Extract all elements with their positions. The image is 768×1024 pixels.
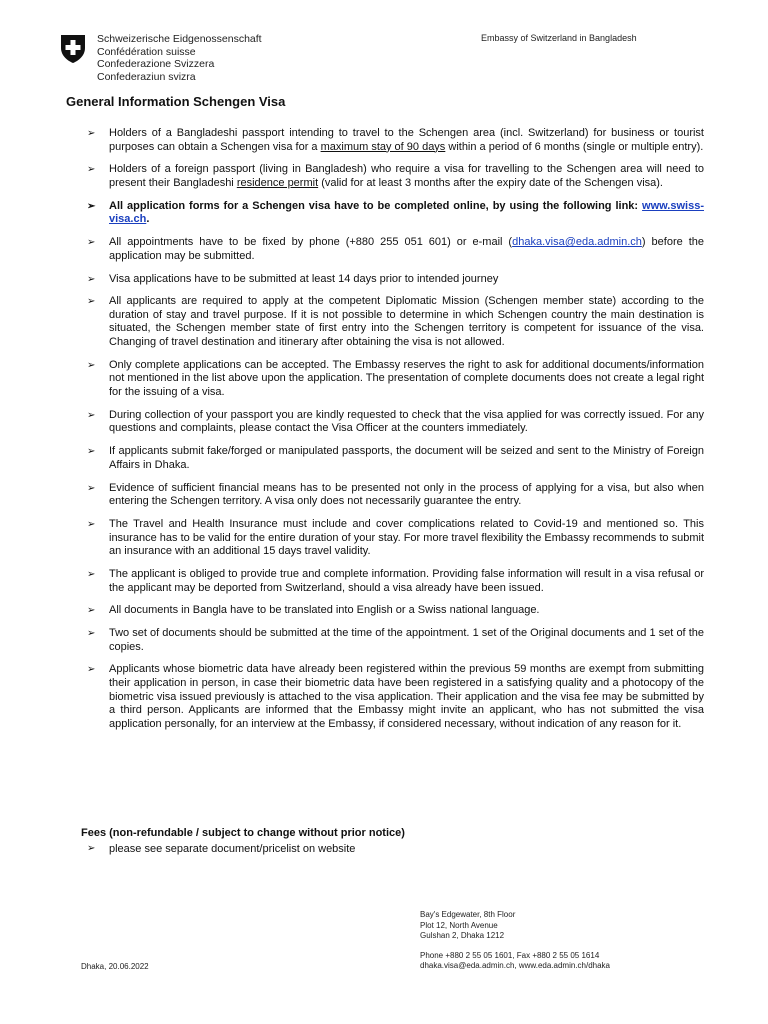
arrow-bullet-icon: ➢ [87,482,96,494]
arrow-bullet-icon: ➢ [87,200,96,212]
arrow-bullet-icon: ➢ [87,359,96,371]
list-item: ➢ All application forms for a Schengen visa have to be completed online, by using the following link: www.swiss-visa.ch. [87,199,704,226]
info-list [87,127,704,741]
list-item: ➢ If applicants submit fake/forged or manipulated passports, the document will be seized and sent to the Ministry of Foreign Affairs in Dhaka. [87,445,704,471]
visa-email-link[interactable]: dhaka.visa@eda.admin.ch [512,236,642,249]
list-item: ➢ Evidence of sufficient financial means has to be presented not only in the process of applying for a visa, but also when entering the Schengen territory. A visa only does not necessarily guarantee the entry. [87,481,704,508]
list-item: ➢ The applicant is obliged to provide true and complete information. Providing false information will result in a visa refusal or the applicant may be deported from Switzerland, should a visa already have been issued. [87,567,704,594]
arrow-bullet-icon: ➢ [87,568,96,580]
arrow-bullet-icon: ➢ [87,518,96,530]
list-item: ➢ All applicants are required to apply at the competent Diplomatic Mission (Schengen member state) according to the duration of stay and travel purpose. If it is not possible to determine in which Schengen country the main destination is situated, the Schengen member state of first entry into the Schengen territory is competent for issuance of the visa. Changing of travel destination and itinerary after obtaining the visa is not allowed. [87,295,704,349]
list-item: ➢ All documents in Bangla have to be translated into English or a Swiss national language. [87,604,540,617]
list-item: ➢ All appointments have to be fixed by phone (+880 255 051 601) or e-mail (dhaka.visa@eda.admin.ch) before the application may be submitted. [87,236,705,262]
arrow-bullet-icon: ➢ [87,273,96,285]
list-item: ➢ The Travel and Health Insurance must include and cover complications related to Covid-19 and mentioned so. This insurance has to be valid for the entire duration of your stay. For more travel flexibility the Embassy recommends to submit an insurance with an additional 15 days travel validity. [87,517,704,558]
address-line: Bay's Edgewater, 8th Floor [420,910,516,919]
embassy-address [420,910,610,972]
list-item: ➢ Visa applications have to be submitted at least 14 days prior to intended journey [87,272,499,285]
list-item: ➢ Holders of a Bangladeshi passport intending to travel to the Schengen area (incl. Switzerland) for business or tourist purposes can obtain a Schengen visa for a maximum stay of 90 days within a period of 6 months (single or multiple entry). [87,127,704,153]
confed-line: Schweizerische Eidgenossenschaft [97,33,262,45]
swiss-visa-link[interactable]: www.swiss-visa.ch [109,199,704,226]
page-title: General Information Schengen Visa [66,94,286,109]
arrow-bullet-icon: ➢ [87,628,96,640]
list-item: ➢ Two set of documents should be submitted at the time of the appointment. 1 set of the Original documents and 1 set of the copies. [87,627,704,653]
arrow-bullet-icon: ➢ [87,446,96,458]
arrow-bullet-icon: ➢ [87,237,96,249]
address-line: Plot 12, North Avenue [420,920,498,930]
arrow-bullet-icon: ➢ [87,128,96,139]
list-item: ➢ Applicants whose biometric data have already been registered within the previous 59 months are exempt from submitting their application in person, in case their biometric data have been registered in a satisfying quality and a photocopy of the biometric visa issued previously is attached to the visa application. Their application and the visa fee may be submitted by a third person. Applicants are informed that the Embassy might invite an applicant, who has not submitted the visa application personally, for an interview at the Embassy, if considered necessary, without indication of any reason for it. [87,663,704,730]
arrow-bullet-icon: ➢ [87,605,96,617]
confed-line: Confederaziun svizra [97,70,196,83]
swiss-crest-icon [60,34,86,64]
arrow-bullet-icon: ➢ [87,296,96,308]
contact-line: dhaka.visa@eda.admin.ch, www.eda.admin.ch/dhaka [420,961,611,971]
list-item: ➢ During collection of your passport you are kindly requested to check that the visa applied for was correctly issued. For any questions and complaints, please contact the Visa Officer at the counters immediately. [87,408,704,435]
arrow-bullet-icon: ➢ [87,409,96,421]
list-item: ➢ Only complete applications can be accepted. The Embassy reserves the right to ask for additional documents/information not mentioned in the list above upon the application. The presentation of complete documents does not create a legal right for the issuing of a visa. [87,358,704,399]
list-item: ➢ Holders of a foreign passport (living in Bangladesh) who require a visa for travelling to the Schengen area will need to present their Bangladeshi residence permit (valid for at least 3 months after the expiry date of the Schengen visa). [87,163,704,189]
embassy-header: Embassy of Switzerland in Bangladesh [481,33,637,43]
arrow-bullet-icon: ➢ [87,843,96,854]
fees-list-item: ➢ please see separate document/pricelist on website [87,843,356,855]
confed-line: Confederazione Svizzera [97,58,215,71]
address-line: Gulshan 2, Dhaka 1212 [420,931,505,941]
confederation-wordmark [97,33,262,83]
document-date: Dhaka, 20.06.2022 [81,962,149,971]
fees-heading: Fees (non-refundable / subject to change without prior notice) [81,827,405,839]
arrow-bullet-icon: ➢ [87,164,96,176]
phone-fax: Phone +880 2 55 05 1601, Fax +880 2 55 05 1614 [420,950,600,960]
confed-line: Confédération suisse [97,45,196,58]
arrow-bullet-icon: ➢ [87,664,96,676]
